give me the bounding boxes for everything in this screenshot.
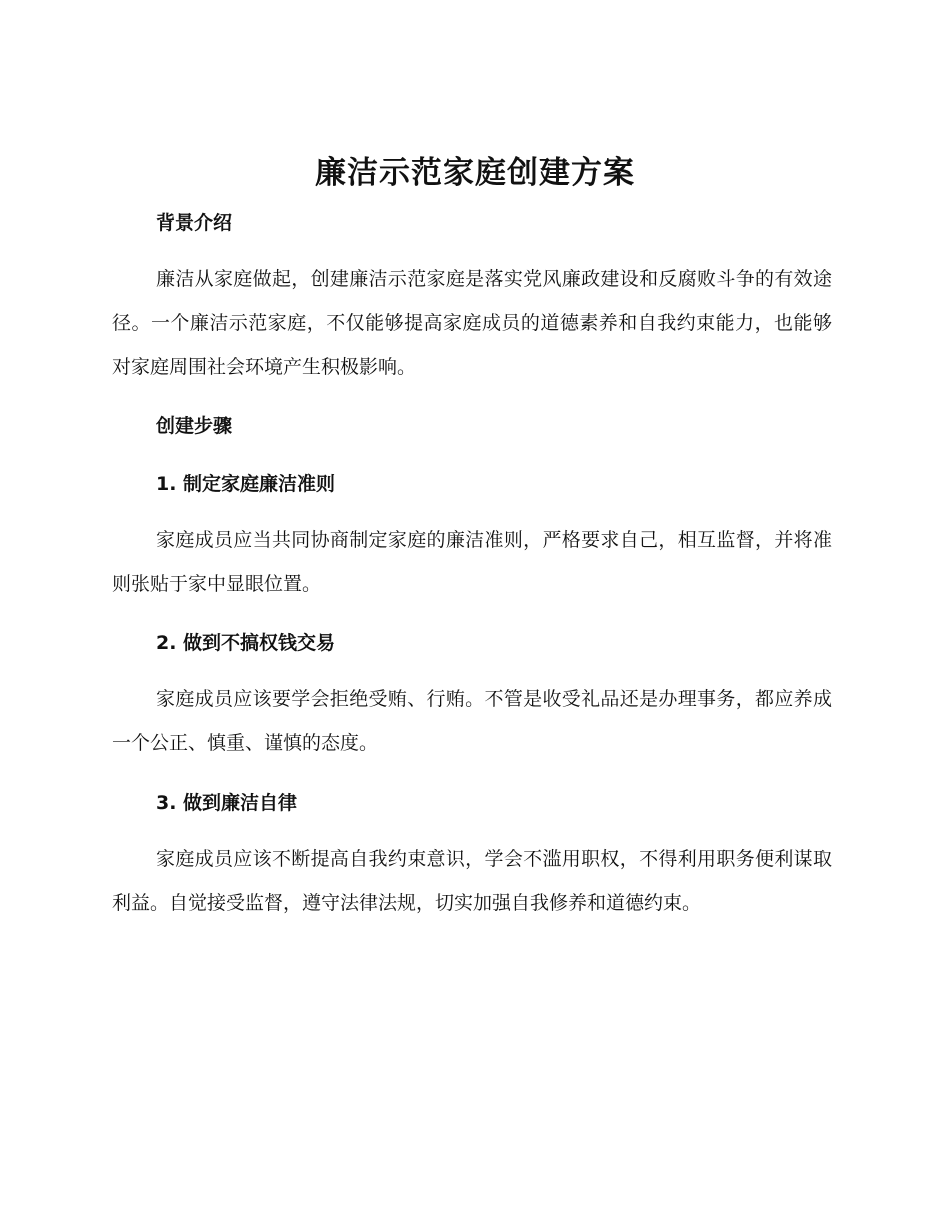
paragraph-background: 廉洁从家庭做起，创建廉洁示范家庭是落实党风廉政建设和反腐败斗争的有效途径。一个廉洁示范家庭，不仅能够提高家庭成员的道德素养和自我约束能力，也能够对家庭周围社会环境产生积极影响。	[112, 268, 832, 378]
section-heading-steps: 创建步骤	[156, 415, 233, 437]
step-heading-1: 1. 制定家庭廉洁准则	[156, 473, 336, 495]
paragraph-step-2: 家庭成员应该要学会拒绝受贿、行贿。不管是收受礼品还是办理事务，都应养成一个公正、慎重、谨慎的态度。	[112, 688, 832, 754]
document-title: 廉洁示范家庭创建方案	[315, 155, 635, 191]
section-heading-background: 背景介绍	[156, 212, 233, 234]
paragraph-step-1: 家庭成员应当共同协商制定家庭的廉洁准则，严格要求自己，相互监督，并将准则张贴于家中显眼位置。	[112, 529, 832, 595]
step-heading-3: 3. 做到廉洁自律	[156, 792, 298, 814]
step-heading-2: 2. 做到不搞权钱交易	[156, 632, 336, 654]
paragraph-step-3: 家庭成员应该不断提高自我约束意识，学会不滥用职权，不得利用职务便利谋取利益。自觉接受监督，遵守法律法规，切实加强自我修养和道德约束。	[112, 848, 832, 914]
